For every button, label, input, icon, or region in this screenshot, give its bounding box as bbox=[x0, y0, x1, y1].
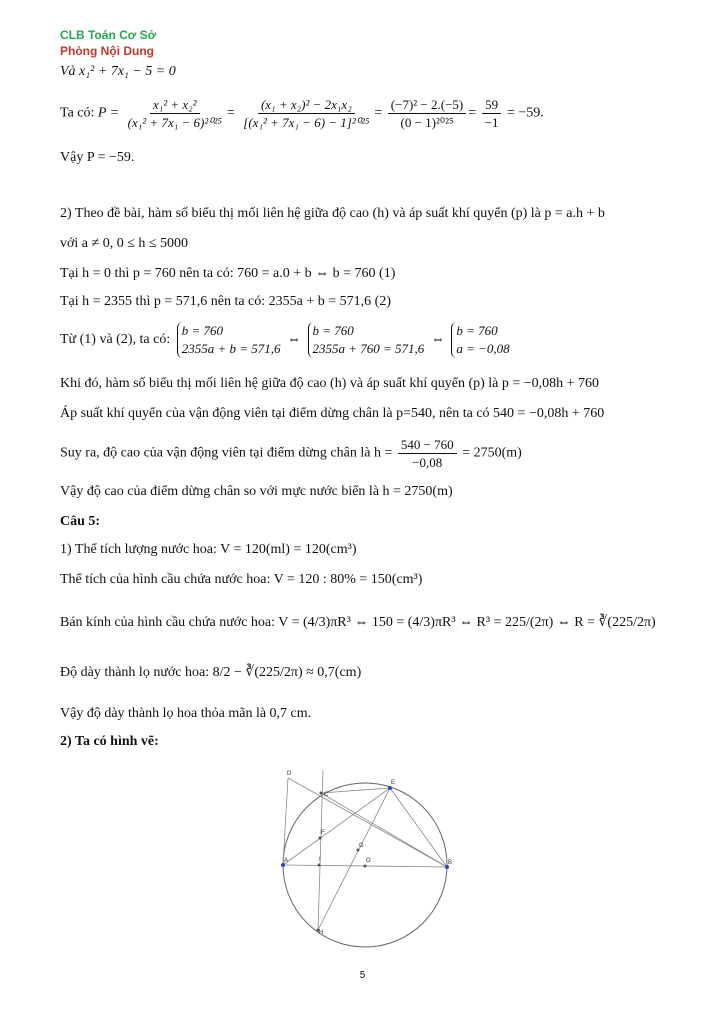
line-13: Câu 5: bbox=[60, 514, 101, 529]
line-4: 2) Theo đề bài, hàm số biểu thị mối liên hệ giữa độ cao (h) và áp suất khí quyển (p) là p = a.h + b bbox=[60, 206, 605, 221]
fraction: $\frac{\text{(−7)² − 2.(−5)}}{\text{(0 − 1)²⁰²⁵}}$ bbox=[388, 96, 466, 131]
svg-text:F: F bbox=[321, 830, 325, 836]
line-10: Áp suất khí quyển của vận động viên tại điểm dừng chân là p=540, nên ta có 540 = −0,08h + 760 bbox=[60, 406, 605, 421]
line-2: Ta có: P = $\frac{\text{x₁² + x₂²}}{\text{(x₁² + 7x₁ − 6)²⁰²⁵}}$ = $\frac{\text{(x₁ + x₂)² − 2x₁x₂}}{\text{[(x₁² + 7x₁ − 6) − 1]²⁰²⁵}}$ = $\frac{\text{(−7)² − 2.(−5)}}{\text{(0 − 1)²⁰²⁵}}$ = $\frac{59}{-1}$ = −59. bbox=[60, 97, 544, 130]
page-number: 5 bbox=[359, 970, 366, 981]
svg-text:G: G bbox=[359, 843, 364, 849]
line-1: Và x₁² + 7x₁ − 5 = 0 bbox=[60, 64, 176, 79]
line-7: Tại h = 2355 thì p = 571,6 nên ta có: 2355a + b = 571,6 (2) bbox=[60, 294, 391, 309]
fraction: $\frac{540 - 760}{-0,08}$ bbox=[398, 436, 457, 471]
svg-text:E: E bbox=[391, 780, 396, 786]
system-3: b = 760 a = −0,08 bbox=[451, 322, 509, 358]
line-15: Thể tích của hình cầu chứa nước hoa: V = 120 : 80% = 150(cm³) bbox=[60, 572, 423, 587]
line-5: với a ≠ 0, 0 ≤ h ≤ 5000 bbox=[60, 236, 189, 251]
svg-text:I: I bbox=[319, 857, 321, 863]
svg-text:H: H bbox=[319, 930, 324, 936]
line-16: Bán kính của hình cầu chứa nước hoa: V = (4/3)πR³ ⇔ 150 = (4/3)πR³ ⇔ R³ = 225/(2π) ⇔ R = ∛(225/2π) bbox=[60, 615, 656, 630]
line-3: Vậy P = −59. bbox=[60, 150, 135, 165]
svg-text:A: A bbox=[284, 858, 289, 864]
fraction: $\frac{59}{-1}$ bbox=[482, 96, 502, 131]
svg-text:O: O bbox=[366, 858, 371, 864]
system-2: b = 760 2355a + 760 = 571,6 bbox=[308, 322, 425, 358]
header-club: CLB Toán Cơ Sở bbox=[60, 28, 157, 42]
header-dept: Phòng Nội Dung bbox=[60, 44, 154, 58]
line-17: Độ dày thành lọ nước hoa: 8/2 − ∛(225/2π) ≈ 0,7(cm) bbox=[60, 665, 362, 680]
fraction: $\frac{\text{x₁² + x₂²}}{\text{(x₁² + 7x₁ − 6)²⁰²⁵}}$ bbox=[127, 97, 222, 130]
line-9: Khi đó, hàm số biểu thị mối liên hệ giữa độ cao (h) và áp suất khí quyển (p) là p = −0,08h + 760 bbox=[60, 376, 600, 391]
svg-text:C: C bbox=[324, 792, 329, 798]
line-11: Suy ra, độ cao của vận động viên tại điểm dừng chân là h = $\frac{540 - 760}{-0,08}$ = 2750(m) bbox=[60, 437, 522, 470]
line-14: 1) Thể tích lượng nước hoa: V = 120(ml) = 120(cm³) bbox=[60, 542, 357, 557]
fraction: $\frac{\text{(x₁ + x₂)² − 2x₁x₂}}{\text{[(x₁² + 7x₁ − 6) − 1]²⁰²⁵}}$ bbox=[243, 97, 370, 130]
line-18: Vậy độ dày thành lọ hoa thỏa mãn là 0,7 cm. bbox=[60, 706, 312, 721]
line-8: Từ (1) và (2), ta có: b = 760 2355a + b = 571,6 ⇔ b = 760 2355a + 760 = 571,6 ⇔ b = 760 a = −0,08 bbox=[60, 323, 510, 356]
geometry-figure bbox=[270, 760, 470, 960]
line-6: Tại h = 0 thì p = 760 nên ta có: 760 = a.0 + b ⇔ b = 760 (1) bbox=[60, 266, 396, 281]
line-12: Vậy độ cao của điểm dừng chân so với mực nước biển là h = 2750(m) bbox=[60, 484, 453, 499]
system-1: b = 760 2355a + b = 571,6 bbox=[177, 322, 281, 358]
svg-text:B: B bbox=[448, 860, 453, 866]
line-19: 2) Ta có hình vẽ: bbox=[60, 734, 159, 749]
svg-text:D: D bbox=[287, 771, 292, 777]
